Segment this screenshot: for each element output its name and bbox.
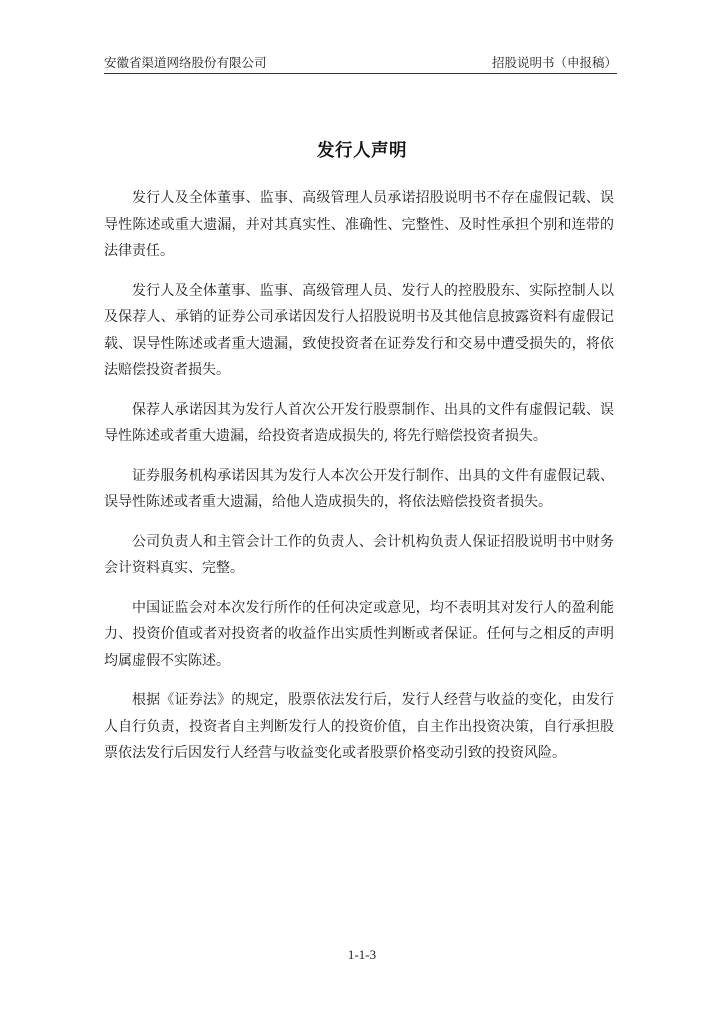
page-number: 1-1-3 <box>347 947 377 962</box>
header-document-type: 招股说明书（申报稿） <box>491 55 617 70</box>
paragraph-2: 发行人及全体董事、监事、高级管理人员、发行人的控股股东、实际控制人以及保荐人、承销的证券公司承诺因发行人招股说明书及其他信息披露资料有虚假记载、误导性陈述或者重大遗漏，致使投资者在证券发行和交易中遭受损失的，将依法赔偿投资者损失。 <box>104 282 614 378</box>
declaration-body <box>104 185 614 780</box>
paragraph-5: 公司负责人和主管会计工作的负责人、会计机构负责人保证招股说明书中财务会计资料真实、完整。 <box>104 533 614 576</box>
header-divider <box>104 73 617 74</box>
paragraph-6: 中国证监会对本次发行所作的任何决定或意见，均不表明其对发行人的盈利能力、投资价值或者对投资者的收益作出实质性判断或者保证。任何与之相反的声明均属虚假不实陈述。 <box>104 599 614 669</box>
section-title: 发行人声明 <box>317 141 407 161</box>
header-company-name: 安徽省渠道网络股份有限公司 <box>104 55 267 70</box>
page-header <box>104 51 617 71</box>
paragraph-3: 保荐人承诺因其为发行人首次公开发行股票制作、出具的文件有虚假记载、误导性陈述或者重大遗漏，给投资者造成损失的, 将先行赔偿投资者损失。 <box>104 401 614 444</box>
paragraph-1: 发行人及全体董事、监事、高级管理人员承诺招股说明书不存在虚假记载、误导性陈述或重大遗漏，并对其真实性、准确性、完整性、及时性承担个别和连带的法律责任。 <box>104 190 614 259</box>
paragraph-4: 证券服务机构承诺因其为发行人本次公开发行制作、出具的文件有虚假记载、误导性陈述或者重大遗漏，给他人造成损失的，将依法赔偿投资者损失。 <box>104 467 614 510</box>
paragraph-7: 根据《证券法》的规定，股票依法发行后，发行人经营与收益的变化，由发行人自行负责，投资者自主判断发行人的投资价值，自主作出投资决策，自行承担股票依法发行后因发行人经营与收益变化或者股票价格变动引致的投资风险。 <box>104 692 614 761</box>
